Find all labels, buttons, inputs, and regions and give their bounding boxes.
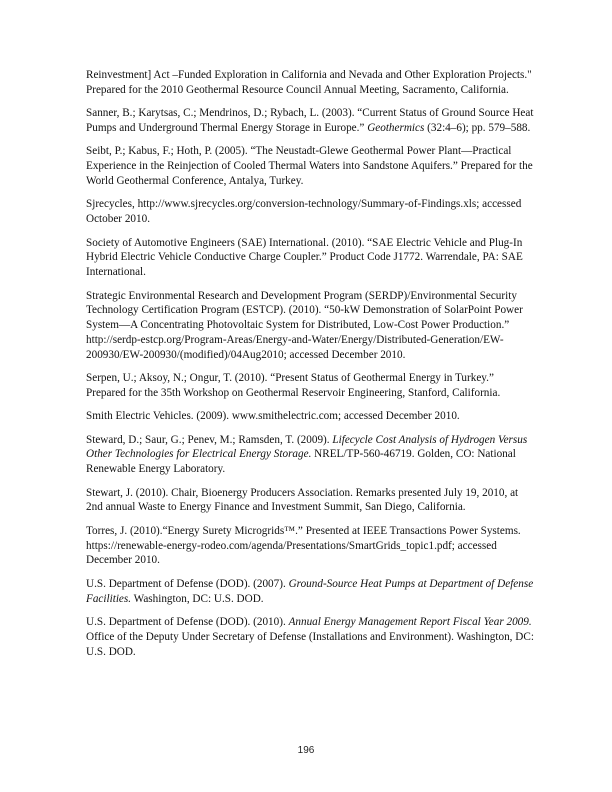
reference-text: Office of the Deputy Under Secretary of Defense (Installations and Environment). Washington, DC: U.S. DOD. <box>86 630 534 658</box>
reference-entry <box>86 68 536 98</box>
reference-entry <box>86 486 536 516</box>
reference-text: NREL/TP-560-46719. Golden, CO: National Renewable Energy Laboratory. <box>86 448 516 476</box>
reference-entry <box>86 577 536 607</box>
reference-text: Smith Electric Vehicles. (2009). www.smithelectric.com; accessed December 2010. <box>86 410 460 423</box>
reference-entry <box>86 524 536 568</box>
reference-text: Sjrecycles, http://www.sjrecycles.org/conversion-technology/Summary-of-Findings.xls; accessed October 2010. <box>86 198 522 226</box>
reference-text: Washington, DC: U.S. DOD. <box>131 592 264 605</box>
reference-text: Reinvestment] Act –Funded Exploration in California and Nevada and Other Exploration Projects." Prepared for the 2010 Geothermal Resource Council Annual Meeting, Sacramento, California. <box>86 69 532 96</box>
reference-entry <box>86 409 536 424</box>
reference-entry <box>86 289 536 363</box>
reference-title-italic: Annual Energy Management Report Fiscal Year 2009. <box>288 616 532 629</box>
reference-text: Strategic Environmental Research and Development Program (SERDP)/Environmental Security Technology Certification Program (ESTCP). (2010). “50-kW Demonstration of SolarPoint Power System—A Concentrating Photovoltaic System for Distributed, Low-Cost Power Production.” http://serdp-estcp.org/Program-Areas/Energy-and-Water/Energy/Distributed-Generation/EW-200930/EW-200930/(modified)/04Aug2010; accessed December 2010. <box>86 289 523 361</box>
reference-text: (32:4–6); pp. 579–588. <box>424 121 531 134</box>
reference-text: U.S. Department of Defense (DOD). (2007). <box>86 577 289 590</box>
reference-title-italic: Geothermics <box>367 121 425 134</box>
reference-entry <box>86 433 536 477</box>
reference-list <box>86 68 536 668</box>
reference-text: Serpen, U.; Aksoy, N.; Ongur, T. (2010). “Present Status of Geothermal Energy in Turkey.” Prepared for the 35th Workshop on Geothermal Reservoir Engineering, Stanford, California. <box>86 372 501 399</box>
reference-entry <box>86 615 536 659</box>
reference-entry <box>86 371 536 401</box>
reference-text: Society of Automotive Engineers (SAE) International. (2010). “SAE Electric Vehicle and Plug-In Hybrid Electric Vehicle Conductive Charge Coupler.” Product Code J1772. Warrendale, PA: SAE International. <box>86 236 523 279</box>
reference-text: Stewart, J. (2010). Chair, Bioenergy Producers Association. Remarks presented July 19, 2010, at 2nd annual Waste to Energy Finance and Investment Summit, San Diego, California. <box>86 486 519 514</box>
reference-entry <box>86 106 536 136</box>
reference-title-italic: Lifecycle Cost Analysis of Hydrogen Versus Other Technologies for Electrical Energy Storage. <box>86 433 528 461</box>
reference-text: Steward, D.; Saur, G.; Penev, M.; Ramsden, T. (2009). <box>86 433 333 446</box>
page-number: 196 <box>297 745 315 756</box>
reference-text: Seibt, P.; Kabus, F.; Hoth, P. (2005). “The Neustadt-Glewe Geothermal Power Plant—Practical Experience in the Reinjection of Cooled Thermal Waters into Sandstone Aquifers.” Prepared for the World Geothermal Conference, Antalya, Turkey. <box>86 145 533 187</box>
reference-entry <box>86 144 536 188</box>
reference-title-italic: Ground-Source Heat Pumps at Department of Defense Facilities. <box>86 577 534 605</box>
reference-entry <box>86 236 536 280</box>
reference-text: Torres, J. (2010).“Energy Surety Microgrids™.” Presented at IEEE Transactions Power Systems. https://renewable-energy-rodeo.com/agenda/Presentations/SmartGrids_topic1.pdf; accessed December 2010. <box>86 524 521 567</box>
reference-text: Sanner, B.; Karytsas, C.; Mendrinos, D.; Rybach, L. (2003). “Current Status of Ground Source Heat Pumps and Underground Thermal Energy Storage in Europe.” <box>86 107 534 134</box>
reference-entry <box>86 197 536 227</box>
reference-text: U.S. Department of Defense (DOD). (2010). <box>86 616 289 629</box>
